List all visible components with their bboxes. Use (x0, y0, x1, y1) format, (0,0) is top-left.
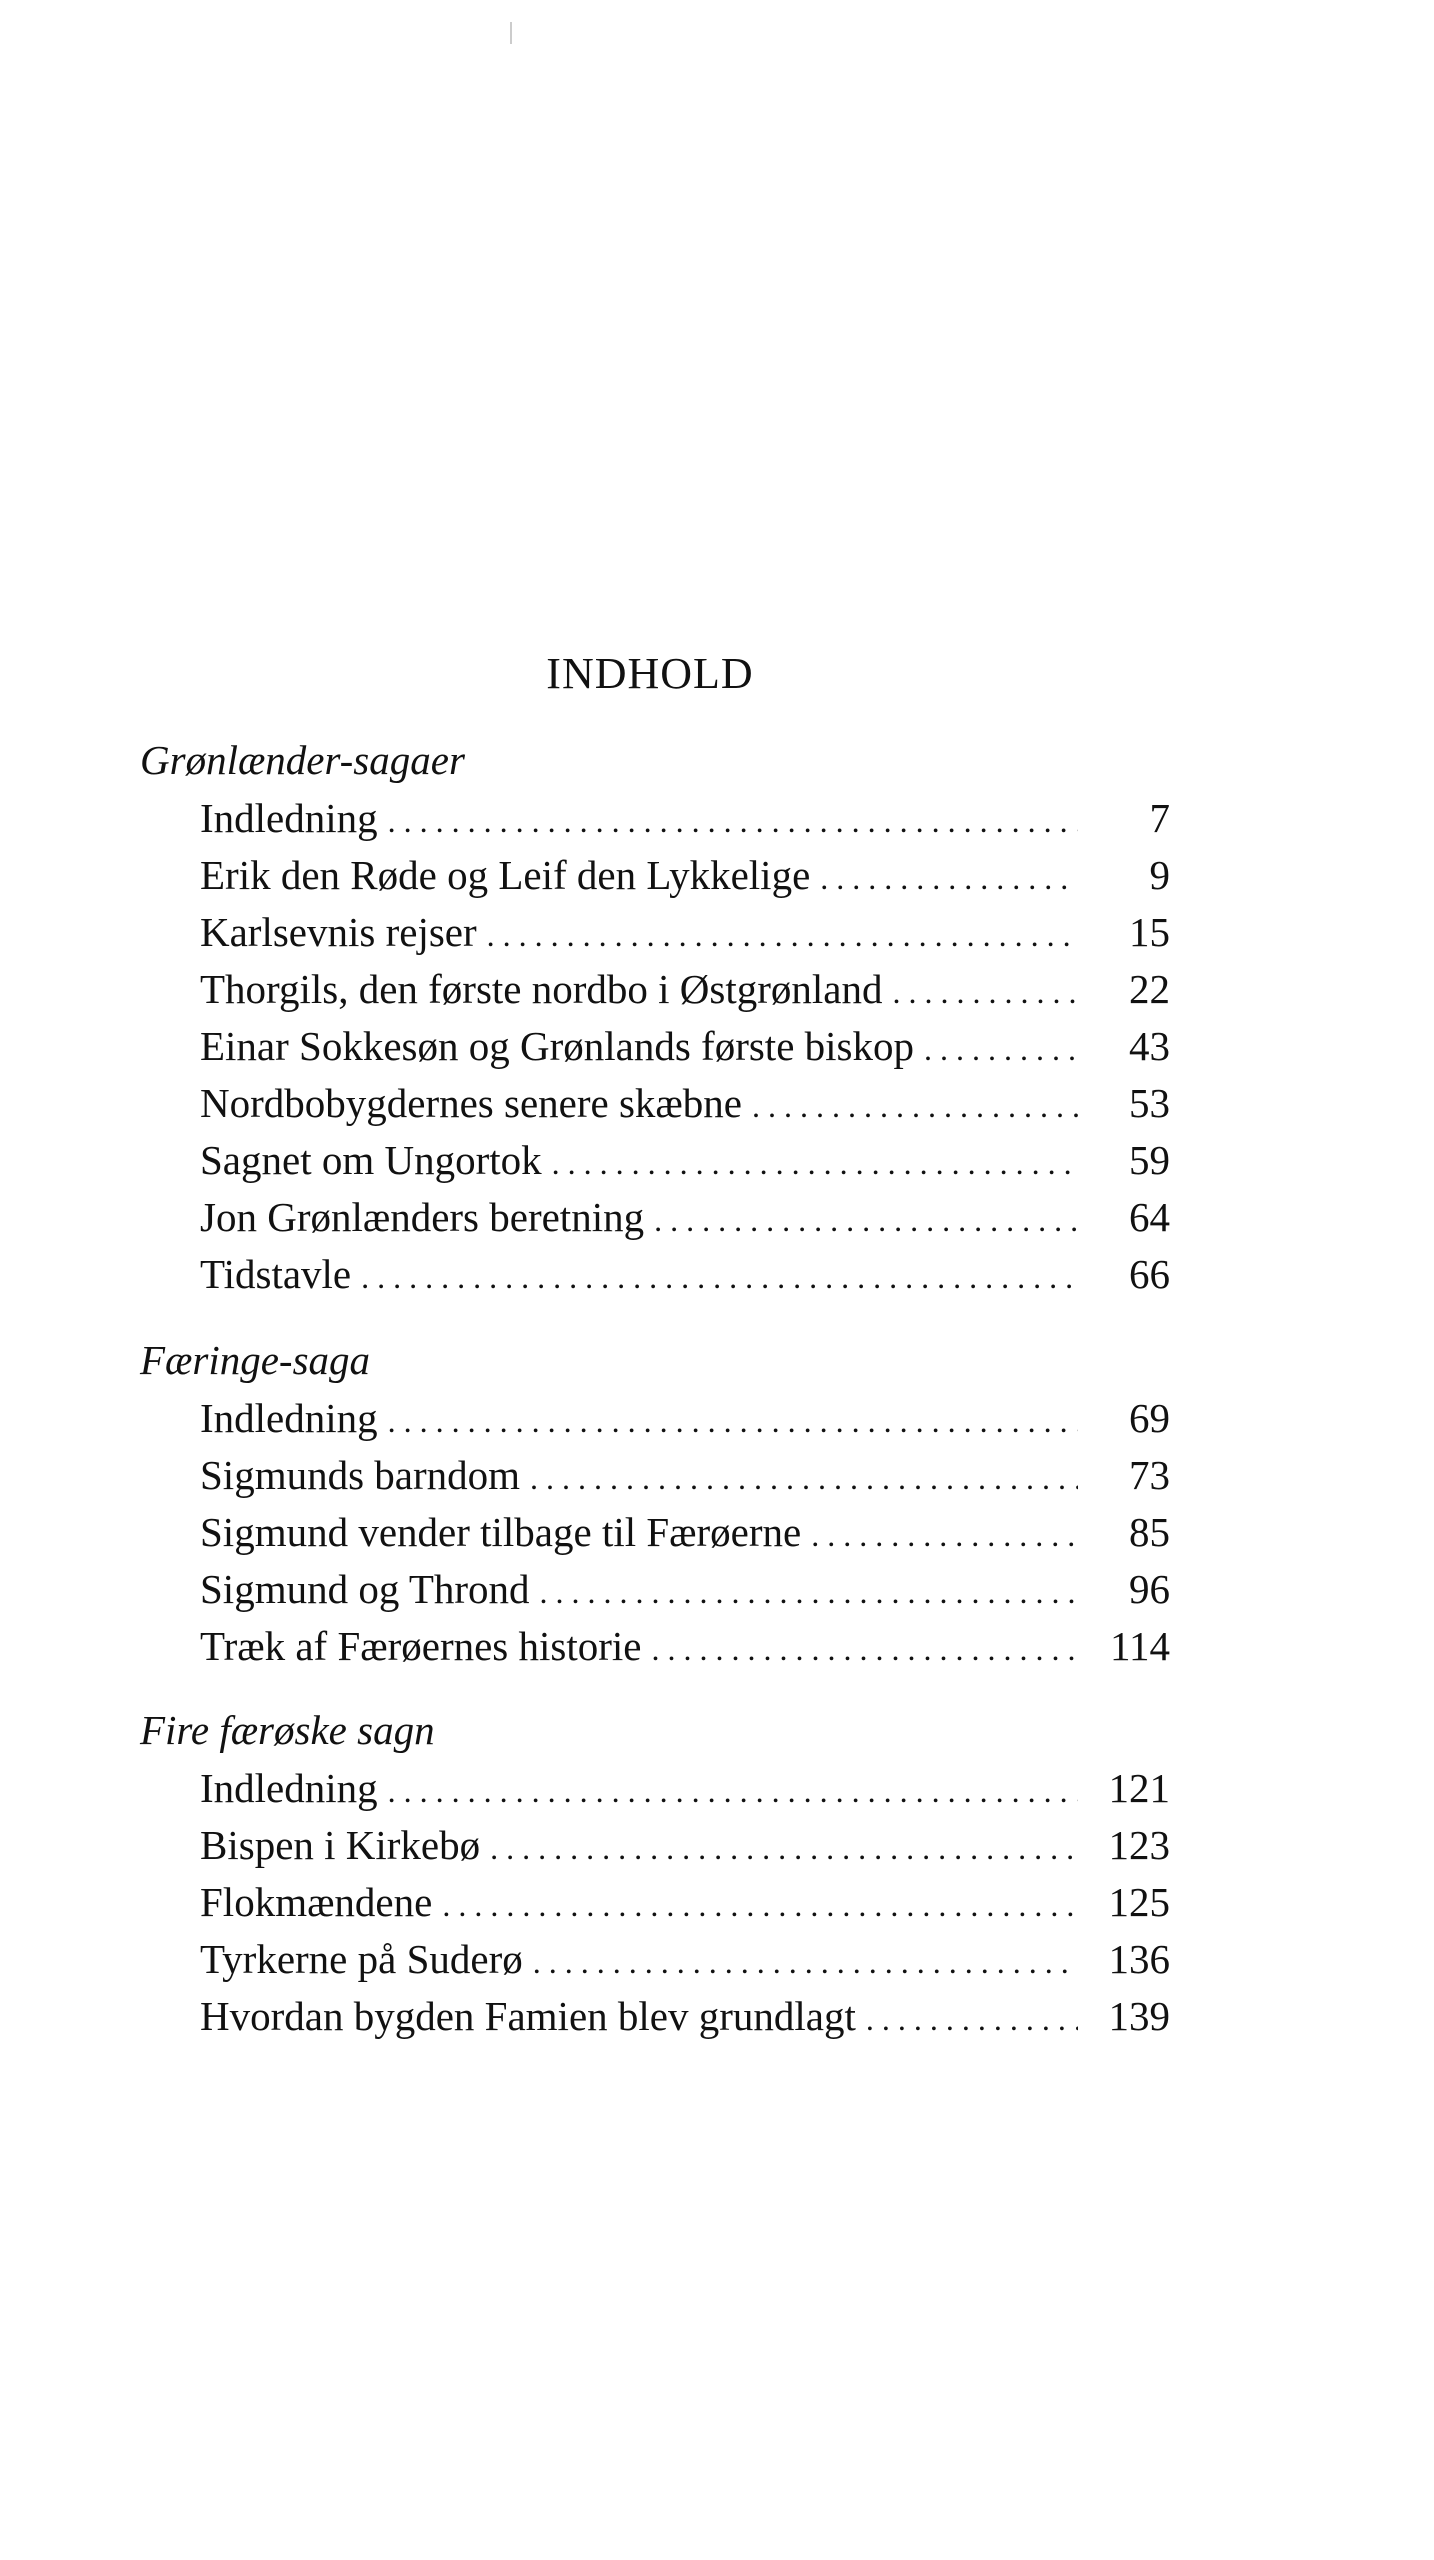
dot-leader (552, 1135, 1078, 1192)
toc-entry (200, 904, 1170, 961)
page-title: INDHOLD (546, 649, 754, 698)
entry-title: Karlsevnis rejser (200, 909, 477, 955)
toc-entry (200, 1075, 1170, 1132)
toc-entry (200, 790, 1170, 847)
entry-title: Thorgils, den første nordbo i Østgrønland (200, 966, 883, 1012)
page-number: 139 (1108, 1993, 1170, 2039)
toc-section-faeringe-saga (140, 1330, 1170, 1675)
toc-entry (200, 961, 1170, 1018)
dot-leader (652, 1621, 1079, 1678)
page-number: 69 (1129, 1395, 1170, 1441)
dot-leader (388, 793, 1078, 850)
page-number: 15 (1129, 909, 1170, 955)
toc-entry (200, 1561, 1170, 1618)
dot-leader (752, 1078, 1078, 1135)
page-number: 43 (1129, 1023, 1170, 1069)
dot-leader (388, 1763, 1078, 1820)
page-number: 59 (1129, 1137, 1170, 1183)
page-number: 7 (1149, 795, 1170, 841)
toc-entry (200, 1760, 1170, 1817)
toc-section-gronlaender-sagaer (140, 730, 1170, 1303)
dot-leader (811, 1507, 1078, 1564)
entry-title: Indledning (200, 1395, 378, 1441)
section-heading: Grønlænder-sagaer (140, 737, 465, 783)
dot-leader (893, 964, 1079, 1021)
section-heading: Færinge-saga (140, 1337, 371, 1383)
entry-title: Indledning (200, 1765, 378, 1811)
entry-title: Einar Sokkesøn og Grønlands første biskop (200, 1023, 914, 1069)
toc-entry (200, 1189, 1170, 1246)
page-number: 136 (1108, 1936, 1170, 1982)
dot-leader (820, 850, 1078, 907)
entry-title: Jon Grønlænders beretning (200, 1194, 645, 1240)
entry-title: Bispen i Kirkebø (200, 1822, 481, 1868)
toc-entry (200, 1390, 1170, 1447)
dot-leader (361, 1249, 1078, 1306)
toc-entry (200, 1018, 1170, 1075)
entry-title: Flokmændene (200, 1879, 433, 1925)
dot-leader (533, 1934, 1078, 1991)
dot-leader (540, 1564, 1078, 1621)
page-number: 53 (1129, 1080, 1170, 1126)
scan-mark (510, 22, 512, 44)
toc-entry (200, 1504, 1170, 1561)
page-number: 96 (1129, 1566, 1170, 1612)
page-number: 123 (1108, 1822, 1170, 1868)
dot-leader (487, 907, 1078, 964)
page-number: 85 (1129, 1509, 1170, 1555)
entry-title: Træk af Færøernes historie (200, 1623, 642, 1669)
entry-title: Tyrkerne på Suderø (200, 1936, 523, 1982)
dot-leader (442, 1877, 1078, 1934)
toc-entry (200, 1931, 1170, 1988)
page-number: 22 (1129, 966, 1170, 1012)
entry-title: Sigmund og Thrond (200, 1566, 530, 1612)
page-number: 114 (1110, 1623, 1170, 1669)
section-heading: Fire færøske sagn (140, 1707, 435, 1753)
dot-leader (388, 1393, 1078, 1450)
toc-section-fire-faeroske-sagn (140, 1700, 1170, 2045)
dot-leader (866, 1991, 1078, 2048)
page-number: 121 (1108, 1765, 1170, 1811)
toc-entry (200, 1988, 1170, 2045)
toc-entry (200, 847, 1170, 904)
entry-title: Nordbobygdernes senere skæbne (200, 1080, 742, 1126)
dot-leader (530, 1450, 1078, 1507)
page-number: 73 (1129, 1452, 1170, 1498)
entry-title: Sigmund vender tilbage til Færøerne (200, 1509, 802, 1555)
entry-title: Indledning (200, 795, 378, 841)
toc-entry (200, 1874, 1170, 1931)
toc-entry (200, 1817, 1170, 1874)
dot-leader (490, 1820, 1078, 1877)
dot-leader (924, 1021, 1078, 1078)
entry-title: Erik den Røde og Leif den Lykkelige (200, 852, 811, 898)
page-number: 66 (1129, 1251, 1170, 1297)
toc-entry (200, 1618, 1170, 1675)
toc-entry (200, 1246, 1170, 1303)
entry-title: Sigmunds barndom (200, 1452, 521, 1498)
toc-entry (200, 1132, 1170, 1189)
page-number: 125 (1108, 1879, 1170, 1925)
page-number: 64 (1129, 1194, 1170, 1240)
page-number: 9 (1149, 852, 1170, 898)
entry-title: Hvordan bygden Famien blev grundlagt (200, 1993, 856, 2039)
entry-title: Tidstavle (200, 1251, 352, 1297)
toc-entry (200, 1447, 1170, 1504)
dot-leader (654, 1192, 1078, 1249)
entry-title: Sagnet om Ungortok (200, 1137, 542, 1183)
